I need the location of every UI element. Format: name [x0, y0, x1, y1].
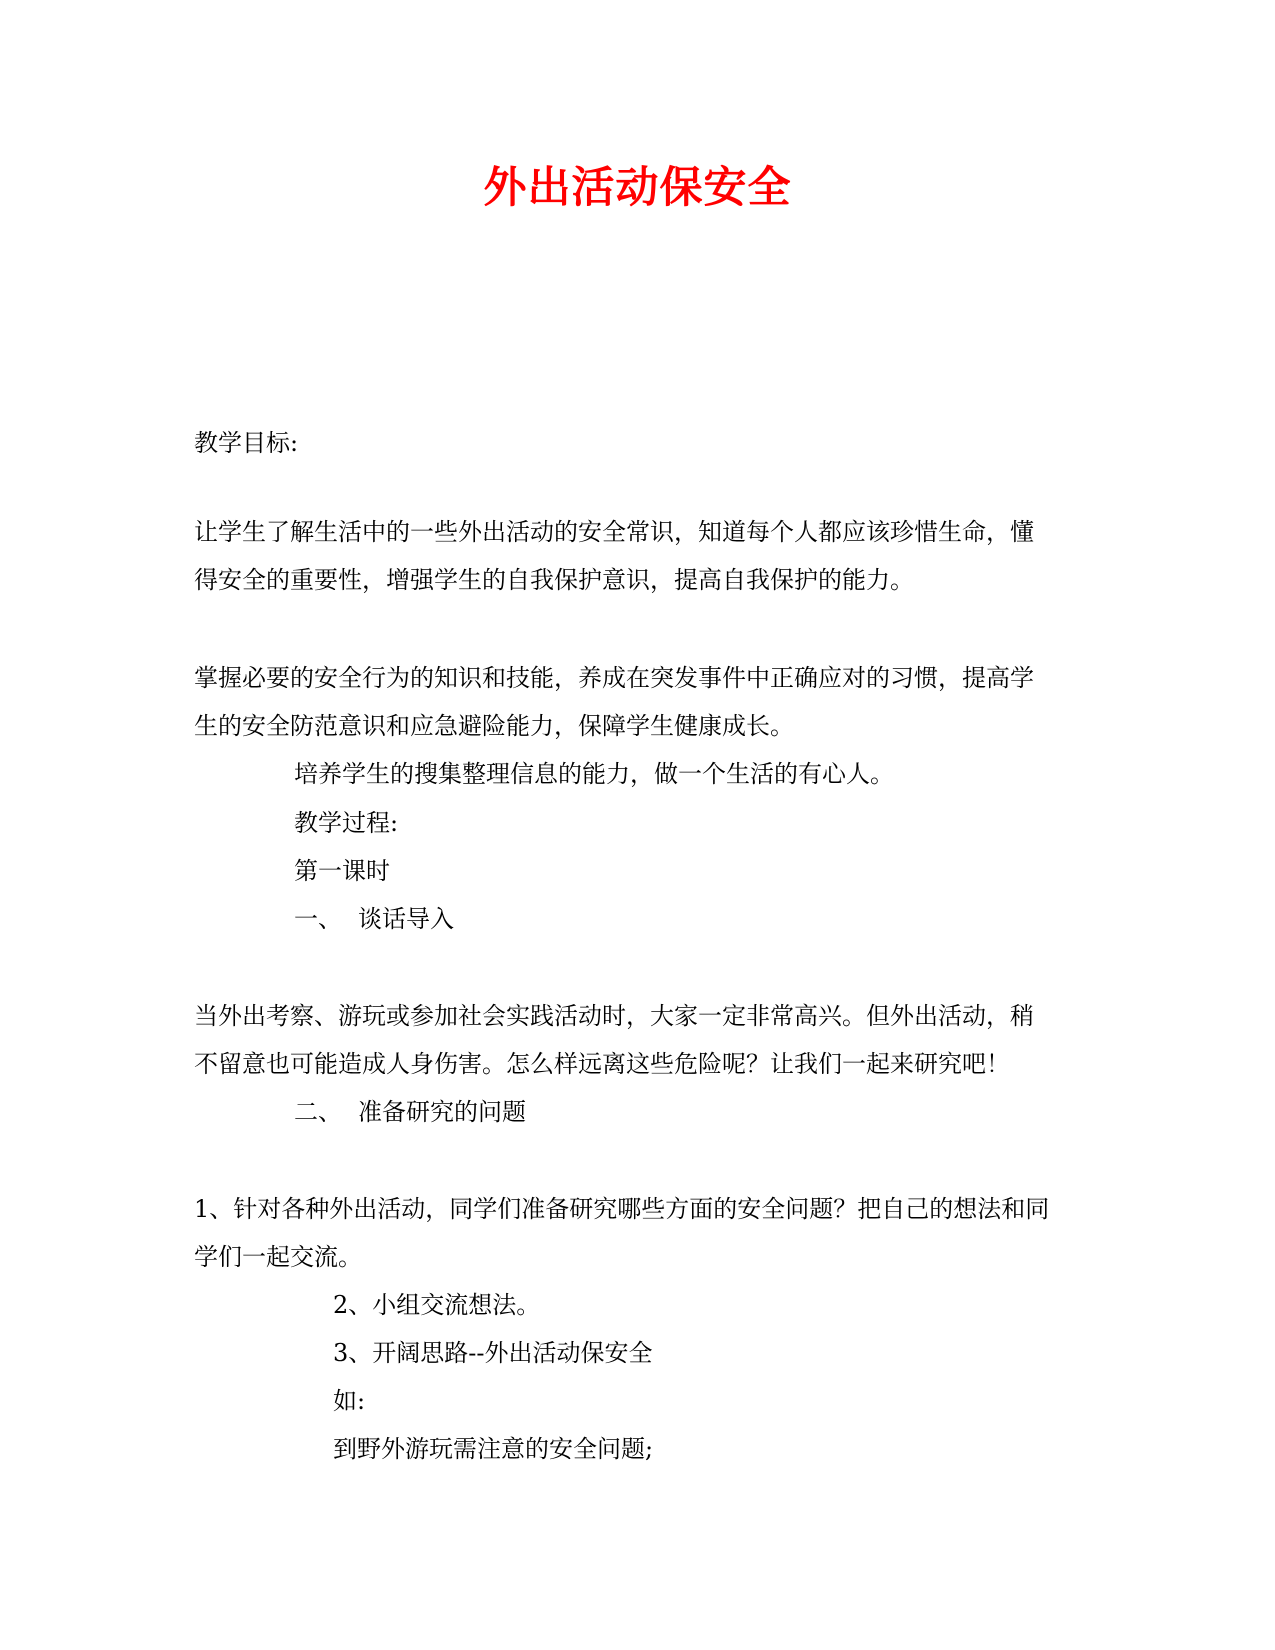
paragraph-line: 学们一起交流。: [194, 1243, 362, 1271]
section-number: 二、: [294, 1098, 342, 1126]
section-heading: [294, 904, 454, 934]
section-title: 准备研究的问题: [358, 1098, 526, 1126]
section-heading: [294, 1097, 526, 1127]
lesson-heading: 第一课时: [294, 857, 390, 885]
paragraph-line: 不留意也可能造成人身伤害。怎么样远离这些危险呢？让我们一起来研究吧！: [194, 1050, 1010, 1078]
paragraph-line: 1、针对各种外出活动，同学们准备研究哪些方面的安全问题？把自己的想法和同: [194, 1195, 1050, 1223]
teaching-goals-heading: 教学目标:: [194, 429, 299, 457]
paragraph-line: 让学生了解生活中的一些外出活动的安全常识，知道每个人都应该珍惜生命，懂: [194, 518, 1034, 546]
paragraph-line: 当外出考察、游玩或参加社会实践活动时，大家一定非常高兴。但外出活动，稍: [194, 1002, 1034, 1030]
section-number: 一、: [294, 905, 342, 933]
paragraph-line: 得安全的重要性，增强学生的自我保护意识，提高自我保护的能力。: [194, 566, 914, 594]
paragraph-line: 培养学生的搜集整理信息的能力，做一个生活的有心人。: [294, 760, 894, 788]
document-title: 外出活动保安全: [483, 163, 792, 213]
teaching-process-heading: 教学过程:: [294, 809, 399, 837]
paragraph-line: 掌握必要的安全行为的知识和技能，养成在突发事件中正确应对的习惯，提高学: [194, 664, 1034, 692]
section-title: 谈话导入: [358, 905, 454, 933]
list-item: 3、开阔思路--外出活动保安全: [333, 1339, 653, 1367]
list-item: 2、小组交流想法。: [333, 1291, 541, 1319]
paragraph-line: 如:: [333, 1387, 366, 1415]
paragraph-line: 到野外游玩需注意的安全问题;: [333, 1435, 654, 1463]
paragraph-line: 生的安全防范意识和应急避险能力，保障学生健康成长。: [194, 712, 794, 740]
